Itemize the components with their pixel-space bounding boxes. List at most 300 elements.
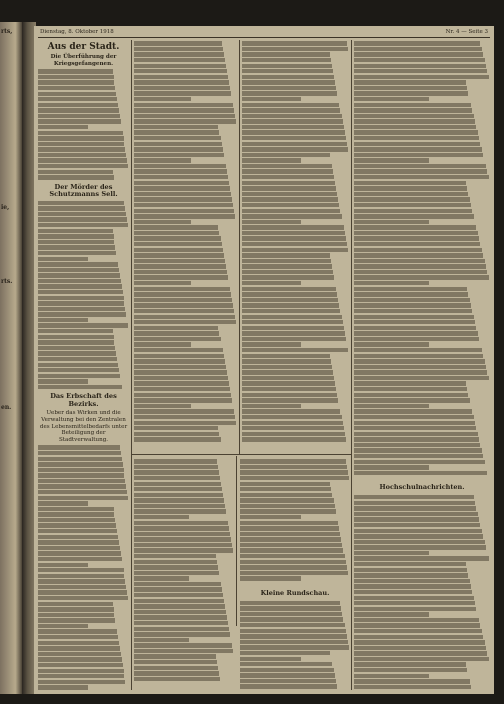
article-title: Der Mörder des Schutzmanns Sell. [49,182,118,199]
illegible-text-line [134,627,229,631]
illegible-text-line [240,515,301,519]
illegible-text-line [242,209,340,213]
illegible-text-line [354,169,487,173]
illegible-text-line [242,387,336,391]
illegible-text-line [38,86,115,90]
illegible-text-line [134,270,227,274]
illegible-text-line [354,432,478,436]
illegible-text-line [354,568,467,572]
illegible-text-line [134,119,236,123]
illegible-text-line [242,86,336,90]
illegible-text-line [134,404,191,408]
illegible-text-line [38,245,115,249]
illegible-text-line [242,315,342,319]
illegible-text-line [354,426,476,430]
illegible-text-line [38,136,124,140]
illegible-text-line [38,234,114,238]
illegible-text-line [134,593,223,597]
illegible-text-line [134,231,219,235]
illegible-text-line [134,220,191,224]
illegible-text-line [240,537,341,541]
illegible-text-line [240,606,341,610]
illegible-text-line [134,537,231,541]
illegible-text-line [242,225,344,229]
illegible-text-line [134,576,189,580]
illegible-text-line [354,465,429,469]
illegible-text-line [354,651,487,655]
illegible-text-line [38,663,123,667]
illegible-text-line [354,415,474,419]
illegible-text-line [354,320,475,324]
illegible-text-line [134,543,232,547]
illegible-text-line [134,136,221,140]
illegible-text-line [354,607,476,611]
illegible-text-line [240,476,349,480]
illegible-text-line [134,604,225,608]
illegible-text-line [240,526,339,530]
illegible-text-line [354,596,474,600]
illegible-text-line [134,565,218,569]
illegible-text-line [354,540,485,544]
illegible-text-line [354,387,467,391]
illegible-text-line [134,326,218,330]
illegible-text-line [134,58,225,62]
illegible-text-line [354,175,489,179]
illegible-text-line [354,315,474,319]
article-body [38,445,129,690]
illegible-text-line [240,679,336,683]
illegible-text-line [134,632,230,636]
illegible-text-line [354,674,429,678]
illegible-text-line [134,153,224,157]
illegible-text-line [242,203,339,207]
illegible-text-line [38,641,119,645]
illegible-text-line [38,685,88,689]
illegible-text-line [134,303,233,307]
illegible-text-line [242,275,334,279]
illegible-text-line [134,521,228,525]
illegible-text-line [354,635,483,639]
illegible-text-line [134,203,233,207]
illegible-text-line [134,421,236,425]
illegible-text-line [354,248,482,252]
illegible-text-line [242,142,347,146]
illegible-text-line [242,214,342,218]
left-page-mark: rts. [1,278,13,285]
illegible-text-line [134,114,235,118]
illegible-text-line [134,654,216,658]
illegible-text-line [354,264,486,268]
illegible-text-line [240,623,345,627]
illegible-text-line [134,169,227,173]
illegible-text-line [354,231,478,235]
adjacent-page-strip [0,22,22,694]
illegible-text-line [38,329,113,333]
illegible-text-line [242,119,343,123]
illegible-text-line [354,437,479,441]
illegible-text-line [134,236,221,240]
illegible-text-line [38,158,127,162]
illegible-text-line [354,679,470,683]
illegible-text-line [38,164,128,168]
illegible-text-line [38,125,88,129]
illegible-text-line [38,223,128,227]
illegible-text-line [134,248,223,252]
illegible-text-line [354,662,466,666]
illegible-text-line [134,69,227,73]
illegible-text-line [134,298,232,302]
illegible-text-line [354,612,429,616]
illegible-text-line [134,242,222,246]
article-body [354,495,490,690]
illegible-text-line [38,323,128,327]
illegible-text-line [134,75,228,79]
illegible-text-line [354,623,480,627]
column-rule [131,40,132,690]
illegible-text-line [134,493,223,497]
illegible-text-line [134,649,233,653]
illegible-text-line [354,584,471,588]
illegible-text-line [38,451,121,455]
illegible-text-line [134,393,231,397]
illegible-text-line [354,309,472,313]
illegible-text-line [38,479,125,483]
column-rule [236,456,237,626]
illegible-text-line [134,164,226,168]
illegible-text-line [134,47,223,51]
illegible-text-line [354,281,429,285]
illegible-text-line [134,560,217,564]
illegible-text-line [38,652,121,656]
illegible-text-line [354,471,487,475]
illegible-text-line [354,370,487,374]
illegible-text-line [240,617,343,621]
illegible-text-line [38,108,119,112]
illegible-text-line [38,579,125,583]
illegible-text-line [242,103,339,107]
section-title: Kleine Rundschau. [260,588,330,597]
illegible-text-line [240,565,347,569]
illegible-text-line [242,359,331,363]
illegible-text-line [134,158,191,162]
illegible-text-line [38,340,114,344]
illegible-text-line [354,142,480,146]
illegible-text-line [242,164,332,168]
illegible-text-line [354,618,479,622]
illegible-text-line [242,287,336,291]
illegible-text-line [134,86,230,90]
illegible-text-line [354,348,482,352]
illegible-text-line [242,80,335,84]
illegible-text-line [38,279,121,283]
illegible-text-line [134,532,230,536]
illegible-text-line [38,546,120,550]
article-subheading: Ueber das Wirken und die Verwaltung bei den Zentralen des Lebensmittelbedarfs unter Beteiligung der Stadtverwaltung. [39,410,128,443]
illegible-text-line [38,674,124,678]
illegible-text-line [134,660,217,664]
illegible-text-line [134,582,221,586]
illegible-text-line [242,169,333,173]
illegible-text-line [354,242,480,246]
illegible-text-line [134,482,221,486]
illegible-text-line [38,535,118,539]
article-subheading: Die Überführung der Kriegsgefangenen. [50,54,117,67]
illegible-text-line [38,251,116,255]
illegible-text-line [354,448,482,452]
illegible-text-line [242,186,336,190]
illegible-text-line [134,671,219,675]
illegible-text-line [354,640,485,644]
illegible-text-line [354,443,480,447]
illegible-text-line [38,473,124,477]
illegible-text-line [354,460,485,464]
illegible-text-line [134,426,218,430]
illegible-text-line [38,368,119,372]
illegible-text-line [38,284,122,288]
left-page-mark: rts, [1,28,13,35]
illegible-text-line [38,518,115,522]
illegible-text-line [354,86,467,90]
illegible-text-line [242,58,331,62]
illegible-text-line [240,459,346,463]
illegible-text-line [38,114,120,118]
illegible-text-line [354,646,486,650]
illegible-text-line [134,432,219,436]
illegible-text-line [242,91,337,95]
illegible-text-line [354,197,470,201]
illegible-text-line [38,574,124,578]
illegible-text-line [38,613,114,617]
illegible-text-line [134,214,235,218]
illegible-text-line [242,309,340,313]
illegible-text-line [134,292,231,296]
illegible-text-line [354,506,476,510]
illegible-text-line [354,393,468,397]
column-1 [38,40,129,690]
illegible-text-line [354,287,467,291]
illegible-text-line [134,147,223,151]
illegible-text-line [240,612,342,616]
illegible-text-line [38,170,113,174]
illegible-text-line [354,668,467,672]
illegible-text-line [242,231,345,235]
illegible-text-line [354,337,479,341]
illegible-text-line [242,437,346,441]
illegible-text-line [38,385,122,389]
illegible-text-line [354,657,489,661]
illegible-text-line [38,92,116,96]
illegible-text-line [134,209,234,213]
illegible-text-line [134,504,225,508]
illegible-text-line [354,58,485,62]
illegible-text-line [134,370,227,374]
illegible-text-line [354,52,483,56]
illegible-text-line [240,560,346,564]
illegible-text-line [134,487,222,491]
illegible-text-line [242,393,337,397]
illegible-text-line [38,335,114,339]
illegible-text-line [354,421,475,425]
illegible-text-line [354,590,472,594]
illegible-text-line [134,103,233,107]
illegible-text-line [134,320,236,324]
illegible-text-line [354,270,487,274]
illegible-text-line [240,651,330,655]
illegible-text-line [354,192,468,196]
illegible-text-line [242,158,301,162]
illegible-text-line [134,348,223,352]
left-page-mark: en. [1,404,12,411]
illegible-text-line [354,91,468,95]
illegible-text-line [38,585,126,589]
illegible-text-line [134,409,234,413]
illegible-text-line [354,326,476,330]
illegible-text-line [242,432,345,436]
illegible-text-line [38,80,114,84]
illegible-text-line [240,576,301,580]
illegible-text-line [240,668,334,672]
illegible-text-line [240,640,348,644]
illegible-text-line [240,504,335,508]
illegible-text-line [134,599,224,603]
illegible-text-line [354,562,466,566]
illegible-text-line [242,292,337,296]
illegible-text-line [354,236,479,240]
illegible-text-line [242,421,343,425]
illegible-text-line [38,507,114,511]
illegible-text-line [354,69,487,73]
illegible-text-line [354,512,478,516]
illegible-text-line [134,64,226,68]
illegible-text-line [38,346,115,350]
illegible-text-line [134,181,229,185]
illegible-text-line [134,342,191,346]
illegible-text-line [242,415,342,419]
illegible-text-line [354,125,476,129]
illegible-text-line [354,501,475,505]
illegible-text-line [134,130,219,134]
illegible-text-line [354,103,471,107]
illegible-text-line [242,108,340,112]
illegible-text-line [242,342,301,346]
illegible-text-line [354,629,482,633]
illegible-text-line [354,181,466,185]
illegible-text-line [240,532,340,536]
illegible-text-line [240,662,332,666]
illegible-text-line [134,275,228,279]
section-headline: Aus der Stadt. [47,42,120,52]
column-2 [134,40,237,454]
illegible-text-line [38,540,119,544]
illegible-text-line [354,601,475,605]
article-title: Das Erbschaft des Bezirks. [50,392,117,408]
illegible-text-line [354,298,470,302]
illegible-text-line [354,114,474,118]
illegible-text-line [134,470,219,474]
illegible-text-line [240,548,343,552]
illegible-text-line [354,225,476,229]
illegible-text-line [240,645,349,649]
illegible-text-line [354,534,483,538]
illegible-text-line [38,557,122,561]
illegible-text-line [38,131,123,135]
illegible-text-line [38,618,115,622]
illegible-text-line [354,354,483,358]
illegible-text-line [354,409,472,413]
illegible-text-line [38,529,117,533]
illegible-text-line [38,657,122,661]
illegible-text-line [240,521,338,525]
illegible-text-line [134,197,232,201]
illegible-text-line [354,685,471,689]
illegible-text-line [240,543,342,547]
illegible-text-line [134,331,219,335]
illegible-text-line [134,610,226,614]
illegible-text-line [38,445,120,449]
illegible-text-line [242,259,331,263]
illegible-text-line [134,666,218,670]
illegible-text-line [38,212,126,216]
column-4 [354,40,490,690]
illegible-text-line [242,326,344,330]
illegible-text-line [354,517,479,521]
illegible-text-line [38,273,120,277]
illegible-text-line [134,498,224,502]
illegible-text-line [354,545,486,549]
illegible-text-line [38,119,121,123]
illegible-text-line [134,571,219,575]
illegible-text-line [38,468,124,472]
illegible-text-line [38,69,113,73]
illegible-text-line [242,404,301,408]
section-rule [132,454,351,455]
illegible-text-line [354,75,489,79]
illegible-text-line [354,573,468,577]
illegible-text-line [354,523,480,527]
illegible-text-line [38,512,114,516]
illegible-text-line [134,615,227,619]
illegible-text-line [242,114,342,118]
illegible-text-line [242,281,301,285]
illegible-text-line [38,268,119,272]
illegible-text-line [38,262,118,266]
illegible-text-line [354,404,429,408]
illegible-text-line [38,568,124,572]
illegible-text-line [242,253,330,257]
illegible-text-line [134,309,234,313]
illegible-text-line [242,236,346,240]
illegible-text-line [354,97,429,101]
illegible-text-line [354,214,474,218]
illegible-text-line [354,292,468,296]
illegible-text-line [240,673,335,677]
illegible-text-line [134,387,230,391]
illegible-text-line [240,684,337,688]
column-rule [351,40,352,690]
illegible-text-line [134,381,229,385]
illegible-text-line [242,147,348,151]
illegible-text-line [242,398,338,402]
illegible-text-line [242,220,301,224]
header-date: Dienstag, 8. Oktober 1918 [40,29,114,35]
illegible-text-line [242,348,348,352]
illegible-text-line [134,225,218,229]
illegible-text-line [240,498,334,502]
illegible-text-line [240,487,331,491]
illegible-text-line [354,203,471,207]
article-body [240,459,350,581]
illegible-text-line [134,91,231,95]
